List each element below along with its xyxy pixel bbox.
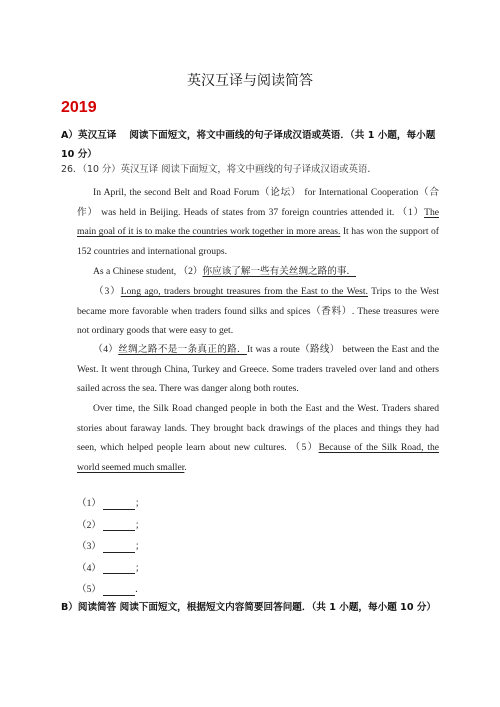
answer-blank[interactable] [103,541,135,553]
paragraph-4-text-b: It was a route（路线） between the East and the West. It went through China, Turkey and Greece. Some traders traveled over land and others sailed across the sea. There was danger along both routes. [77,344,440,394]
answer-list [77,493,277,601]
answer-label: （2） [77,519,101,531]
section-a-heading: A）英汉互译 阅读下面短文，将文中画线的句子译成汉语或英语．（共 1 小题，每小题 10 分） [61,130,436,160]
paragraph-1 [77,183,439,261]
answer-blank[interactable] [103,498,135,510]
paragraph-3-text-a: （3） [93,286,121,297]
answer-label: （1） [77,498,101,509]
answer-blank[interactable] [103,584,135,596]
underlined-sentence-3: Long ago, traders brought treasures from the East to the West. [120,286,368,297]
answer-blank[interactable] [103,519,135,531]
document-title: 英汉互译与阅读简答 [187,73,313,89]
answer-end: ； [134,498,145,509]
answer-end: ； [134,541,145,552]
answer-item-4 [77,558,277,580]
answer-item-3 [77,536,277,558]
answer-label: （5） [77,584,101,595]
paragraph-5-text-b: . [184,461,187,473]
paragraph-1-text-b: It has won the support of 152 countries and international groups. [77,226,439,257]
question-26-header: 26．（10 分）英汉互译 阅读下面短文，将文中画线的句子译成汉语或英语． [61,164,377,175]
answer-end: ． [134,584,145,595]
underlined-sentence-4: 丝绸之路不是一条真正的路． [118,344,247,355]
answer-label: （4） [77,562,101,574]
paragraph-4-text-a: （4） [93,344,119,355]
paragraph-2 [77,262,439,282]
year-heading: 2019 [61,99,97,116]
answer-item-2 [77,515,277,537]
underlined-sentence-5: Because of the Silk Road, the world seemed much smaller [77,442,439,473]
underlined-sentence-1: The main goal of it is to make the countries work together in more areas. [77,206,439,237]
answer-label: （3） [77,541,101,552]
paragraph-4 [77,340,439,399]
answer-blank[interactable] [103,562,135,574]
paragraph-3 [77,282,439,341]
underlined-sentence-2: 你应该了解一些有关丝绸之路的事． [202,266,357,277]
paragraph-5 [77,399,439,477]
paragraph-2-text-a: As a Chinese student, （2） [93,266,203,277]
answer-item-1 [77,493,277,515]
answer-end: ； [134,519,145,531]
paragraph-1-text-a: In April, the second Belt and Road Forum（论坛） for International Cooperation（合作） was held in Beijing. Heads of states from 37 foreign countries attended it. （1） [77,187,439,218]
answer-end: ； [134,562,145,574]
section-b-heading: B）阅读简答 阅读下面短文，根据短文内容简要回答问题．（共 1 小题，每小题 10 分） [61,602,437,613]
paragraph-5-text-a: Over time, the Silk Road changed people in both the East and the West. Traders shared stories about faraway lands. They brought back drawings of the places and things they had seen, which helped people learn about new cultures. （5） [77,403,439,453]
paragraph-3-text-b: Trips to the West became more favorable when traders found silks and spices（香料）. These treasures were not ordinary goods that were easy to get. [77,286,440,336]
